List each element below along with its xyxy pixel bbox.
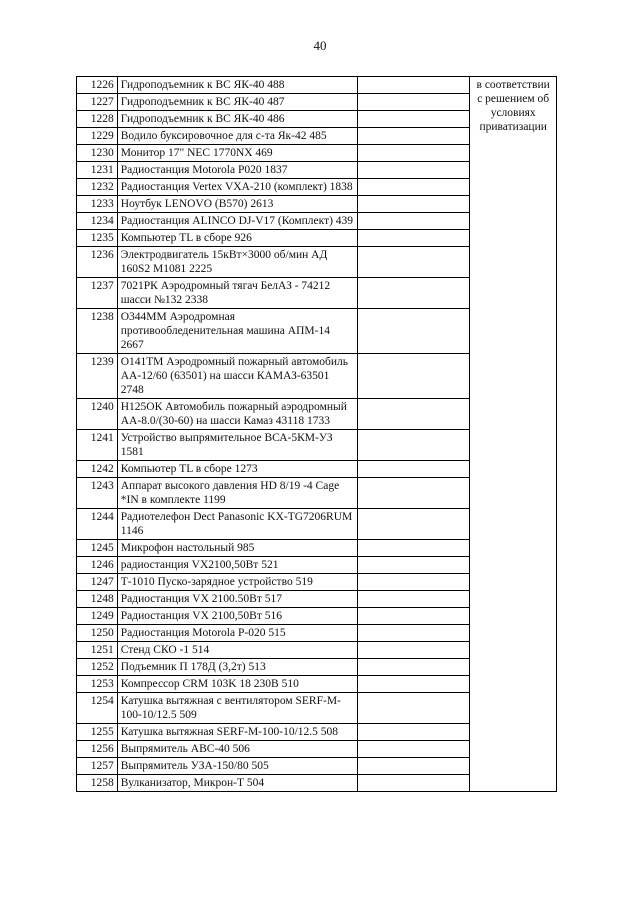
row-number-cell: 1240 bbox=[77, 399, 118, 430]
item-name-cell: Радиостанция ALINCO DJ-V17 (Комплект) 439 bbox=[117, 213, 358, 230]
property-table bbox=[76, 76, 557, 792]
row-number-cell: 1242 bbox=[77, 461, 118, 478]
row-number-cell: 1235 bbox=[77, 230, 118, 247]
item-name-cell: Радиостанция Motorola P-020 515 bbox=[117, 625, 358, 642]
row-number-cell: 1226 bbox=[77, 77, 118, 94]
empty-cell bbox=[358, 77, 470, 94]
row-number-cell: 1244 bbox=[77, 509, 118, 540]
item-name-cell: Радиотелефон Dect Panasonic KX-TG7206RUM 1146 bbox=[117, 509, 358, 540]
item-name-cell: О141ТМ Аэродромный пожарный автомобиль АА-12/60 (63501) на шасси КАМАЗ-63501 2748 bbox=[117, 354, 358, 399]
row-number-cell: 1237 bbox=[77, 278, 118, 309]
empty-cell bbox=[358, 354, 470, 399]
row-number-cell: 1245 bbox=[77, 540, 118, 557]
item-name-cell: Компрессор CRM 103K 18 230В 510 bbox=[117, 676, 358, 693]
item-name-cell: Микрофон настольный 985 bbox=[117, 540, 358, 557]
item-name-cell: Подъемник П 178Д (3,2т) 513 bbox=[117, 659, 358, 676]
empty-cell bbox=[358, 659, 470, 676]
item-name-cell: Ноутбук LENOVO (B570) 2613 bbox=[117, 196, 358, 213]
row-number-cell: 1228 bbox=[77, 111, 118, 128]
item-name-cell: Гидроподъемник к ВС ЯК-40 486 bbox=[117, 111, 358, 128]
item-name-cell: Радиостанция Motorola P020 1837 bbox=[117, 162, 358, 179]
row-number-cell: 1246 bbox=[77, 557, 118, 574]
row-number-cell: 1253 bbox=[77, 676, 118, 693]
empty-cell bbox=[358, 128, 470, 145]
row-number-cell: 1251 bbox=[77, 642, 118, 659]
row-number-cell: 1257 bbox=[77, 758, 118, 775]
empty-cell bbox=[358, 540, 470, 557]
row-number-cell: 1232 bbox=[77, 179, 118, 196]
row-number-cell: 1248 bbox=[77, 591, 118, 608]
item-name-cell: Монитор 17" NEC 1770NX 469 bbox=[117, 145, 358, 162]
item-name-cell: Н125ОК Автомобиль пожарный аэродромный АА-8.0/(30-60) на шасси Камаз 43118 1733 bbox=[117, 399, 358, 430]
empty-cell bbox=[358, 642, 470, 659]
item-name-cell: Радиостанция VX 2100.50Вт 517 bbox=[117, 591, 358, 608]
empty-cell bbox=[358, 430, 470, 461]
item-name-cell: Выпрямитель УЗА-150/80 505 bbox=[117, 758, 358, 775]
empty-cell bbox=[358, 278, 470, 309]
page-number: 40 bbox=[313, 38, 327, 53]
empty-cell bbox=[358, 162, 470, 179]
item-name-cell: Катушка вытяжная с вентилятором SERF-M-100-10/12.5 509 bbox=[117, 693, 358, 724]
row-number-cell: 1236 bbox=[77, 247, 118, 278]
empty-cell bbox=[358, 741, 470, 758]
row-number-cell: 1247 bbox=[77, 574, 118, 591]
empty-cell bbox=[358, 591, 470, 608]
empty-cell bbox=[358, 309, 470, 354]
item-name-cell: О344ММ Аэродромная противообледенительная машина АПМ-14 2667 bbox=[117, 309, 358, 354]
empty-cell bbox=[358, 676, 470, 693]
item-name-cell: радиостанция VX2100,50Вт 521 bbox=[117, 557, 358, 574]
empty-cell bbox=[358, 145, 470, 162]
empty-cell bbox=[358, 625, 470, 642]
item-name-cell: Компьютер TL в сборе 1273 bbox=[117, 461, 358, 478]
item-name-cell: Вулканизатор, Микрон-Т 504 bbox=[117, 775, 358, 792]
item-name-cell: Выпрямитель АВС-40 506 bbox=[117, 741, 358, 758]
item-name-cell: Водило буксировочное для с-та Як-42 485 bbox=[117, 128, 358, 145]
empty-cell bbox=[358, 399, 470, 430]
empty-cell bbox=[358, 94, 470, 111]
item-name-cell: Катушка вытяжная SERF-M-100-10/12.5 508 bbox=[117, 724, 358, 741]
item-name-cell: Устройство выпрямительное ВСА-5КМ-УЗ 1581 bbox=[117, 430, 358, 461]
row-number-cell: 1234 bbox=[77, 213, 118, 230]
row-number-cell: 1255 bbox=[77, 724, 118, 741]
item-name-cell: Аппарат высокого давления HD 8/19 -4 Cage *IN в комплекте 1199 bbox=[117, 478, 358, 509]
item-name-cell: Компьютер TL в сборе 926 bbox=[117, 230, 358, 247]
item-name-cell: Электродвигатель 15кВт×3000 об/мин АД 160S2 М1081 2225 bbox=[117, 247, 358, 278]
row-number-cell: 1229 bbox=[77, 128, 118, 145]
empty-cell bbox=[358, 213, 470, 230]
empty-cell bbox=[358, 461, 470, 478]
row-number-cell: 1230 bbox=[77, 145, 118, 162]
item-name-cell: 7021РК Аэродромный тягач БелАЗ - 74212 шасси №132 2338 bbox=[117, 278, 358, 309]
empty-cell bbox=[358, 247, 470, 278]
item-name-cell: Радиостанция VX 2100,50Вт 516 bbox=[117, 608, 358, 625]
empty-cell bbox=[358, 608, 470, 625]
empty-cell bbox=[358, 693, 470, 724]
item-name-cell: Стенд СКО -1 514 bbox=[117, 642, 358, 659]
privatization-note-cell: в соответствии с решением об условиях приватизации bbox=[470, 77, 557, 792]
row-number-cell: 1254 bbox=[77, 693, 118, 724]
empty-cell bbox=[358, 179, 470, 196]
empty-cell bbox=[358, 574, 470, 591]
item-name-cell: Т-1010 Пуско-зарядное устройство 519 bbox=[117, 574, 358, 591]
item-name-cell: Радиостанция Vertex VXA-210 (комплект) 1838 bbox=[117, 179, 358, 196]
row-number-cell: 1250 bbox=[77, 625, 118, 642]
empty-cell bbox=[358, 775, 470, 792]
item-name-cell: Гидроподъемник к ВС ЯК-40 487 bbox=[117, 94, 358, 111]
empty-cell bbox=[358, 478, 470, 509]
empty-cell bbox=[358, 724, 470, 741]
row-number-cell: 1249 bbox=[77, 608, 118, 625]
empty-cell bbox=[358, 758, 470, 775]
empty-cell bbox=[358, 509, 470, 540]
empty-cell bbox=[358, 230, 470, 247]
row-number-cell: 1241 bbox=[77, 430, 118, 461]
table-row bbox=[77, 77, 557, 94]
row-number-cell: 1239 bbox=[77, 354, 118, 399]
empty-cell bbox=[358, 111, 470, 128]
empty-cell bbox=[358, 196, 470, 213]
row-number-cell: 1233 bbox=[77, 196, 118, 213]
row-number-cell: 1238 bbox=[77, 309, 118, 354]
table-body bbox=[77, 77, 557, 792]
row-number-cell: 1227 bbox=[77, 94, 118, 111]
row-number-cell: 1243 bbox=[77, 478, 118, 509]
item-name-cell: Гидроподъемник к ВС ЯК-40 488 bbox=[117, 77, 358, 94]
empty-cell bbox=[358, 557, 470, 574]
row-number-cell: 1231 bbox=[77, 162, 118, 179]
row-number-cell: 1256 bbox=[77, 741, 118, 758]
row-number-cell: 1252 bbox=[77, 659, 118, 676]
row-number-cell: 1258 bbox=[77, 775, 118, 792]
